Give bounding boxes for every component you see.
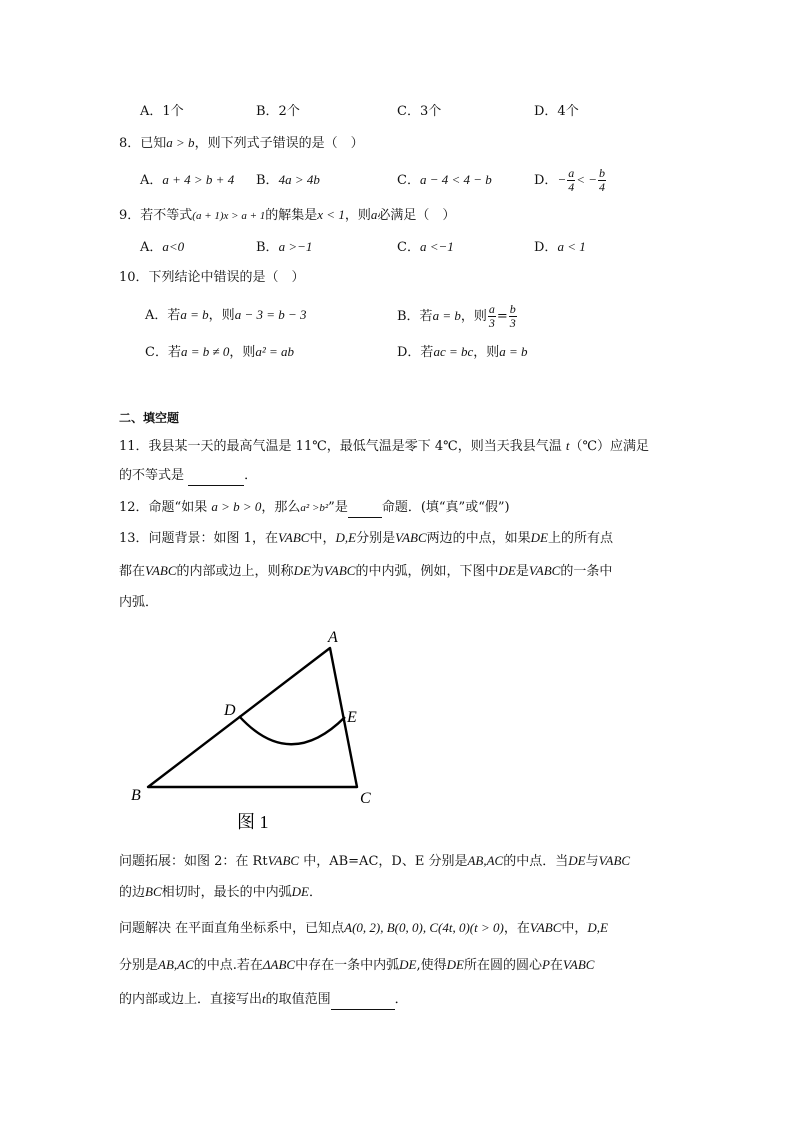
answer-blank[interactable] xyxy=(188,467,244,486)
q7-option-a: A．1个 xyxy=(140,104,184,119)
q7-option-d: D．4个 xyxy=(534,104,579,119)
fraction-b-over-3: $\frac{b}{3}$ xyxy=(509,302,516,330)
fraction-b-over-4: $\frac{b}{4}$ xyxy=(599,166,606,194)
q8-option-c: C．a − 4 < 4 − b xyxy=(397,172,492,188)
label-b: B xyxy=(131,787,141,804)
q13-line3: 内弧． xyxy=(119,595,159,610)
q10-option-c: C．若a = b ≠ 0，则a² = ab xyxy=(145,344,295,360)
q9-option-d: D．a < 1 xyxy=(534,239,586,255)
q11-line1: 11．我县某一天的最高气温是 11℃，最低气温是零下 4℃，则当天我县气温 t（℃）应满足 xyxy=(119,438,650,454)
label-e: E xyxy=(347,709,357,726)
label-a: A xyxy=(328,629,338,646)
q9-option-b: B．a >−1 xyxy=(256,239,313,255)
section-title: 二、填空题 xyxy=(119,411,180,425)
q9-stem: 9．若不等式(a + 1)x > a + 1的解集是x < 1，则a必满足（ ） xyxy=(119,207,456,223)
label-c: C xyxy=(360,790,371,807)
q8-option-a: A．a + 4 > b + 4 xyxy=(140,172,235,188)
q7-option-b: B．2个 xyxy=(256,104,300,119)
answer-blank[interactable] xyxy=(348,499,382,518)
expand-line2: 的边BC相切时，最长的中内弧DE． xyxy=(119,884,323,900)
q13-line2: 都在VABC的内部或边上，则称DE为VABC的中内弧，例如，下图中DE是VABC的一条中 xyxy=(119,563,613,579)
q12-stem: 12．命题“如果 a > b > 0，那么a² >b²”是 命题．(填“真”或“假”) xyxy=(119,498,510,518)
q11-line2: 的不等式是 ． xyxy=(119,467,257,486)
q8-option-d: D．− $\frac{a}{4}$ < − $\frac{b}{4}$ xyxy=(534,166,606,194)
arc-de xyxy=(239,716,345,744)
q10-stem: 10．下列结论中错误的是（ ） xyxy=(119,270,305,285)
answer-blank[interactable] xyxy=(331,991,395,1010)
solve-line2: 分别是AB,AC的中点.若在ΔABC中存在一条中内弧DE,使得DE所在圆的圆心P在VABC xyxy=(119,957,595,973)
q7-option-c: C．3个 xyxy=(397,104,442,119)
solve-line3: 的内部或边上．直接写出t的取值范围 ． xyxy=(119,990,408,1010)
triangle-abc xyxy=(148,648,357,787)
q9-option-c: C．a <−1 xyxy=(397,239,454,255)
q10-option-d: D．若ac = bc，则a = b xyxy=(397,344,528,360)
q9-option-a: A．a<0 xyxy=(140,239,185,255)
figure-caption: 图 1 xyxy=(237,812,269,832)
q10-option-b: B．若a = b，则 $\frac{a}{3}$ = $\frac{b}{3}$ xyxy=(397,302,516,330)
solve-line1: 问题解决 在平面直角坐标系中，已知点A(0, 2), B(0, 0), C(4t, 0)(t > 0)，在VABC中，D,E xyxy=(119,920,608,936)
triangle-figure xyxy=(125,622,385,837)
fraction-a-over-4: $\frac{a}{4}$ xyxy=(568,166,575,194)
q8-stem: 8．已知a > b，则下列式子错误的是（ ） xyxy=(119,135,364,151)
fraction-a-over-3: $\frac{a}{3}$ xyxy=(488,302,495,330)
label-d: D xyxy=(224,702,236,719)
q8-option-b: B．4a > 4b xyxy=(256,172,320,188)
q13-line1: 13．问题背景：如图 1，在VABC中，D,E分别是VABC两边的中点，如果DE上的所有点 xyxy=(119,530,614,546)
expand-line1: 问题拓展：如图 2：在 RtVABC 中，AB=AC，D、E 分别是AB,AC的中点．当DE与VABC xyxy=(119,853,631,869)
q10-option-a: A．若a = b，则a − 3 = b − 3 xyxy=(145,307,307,323)
